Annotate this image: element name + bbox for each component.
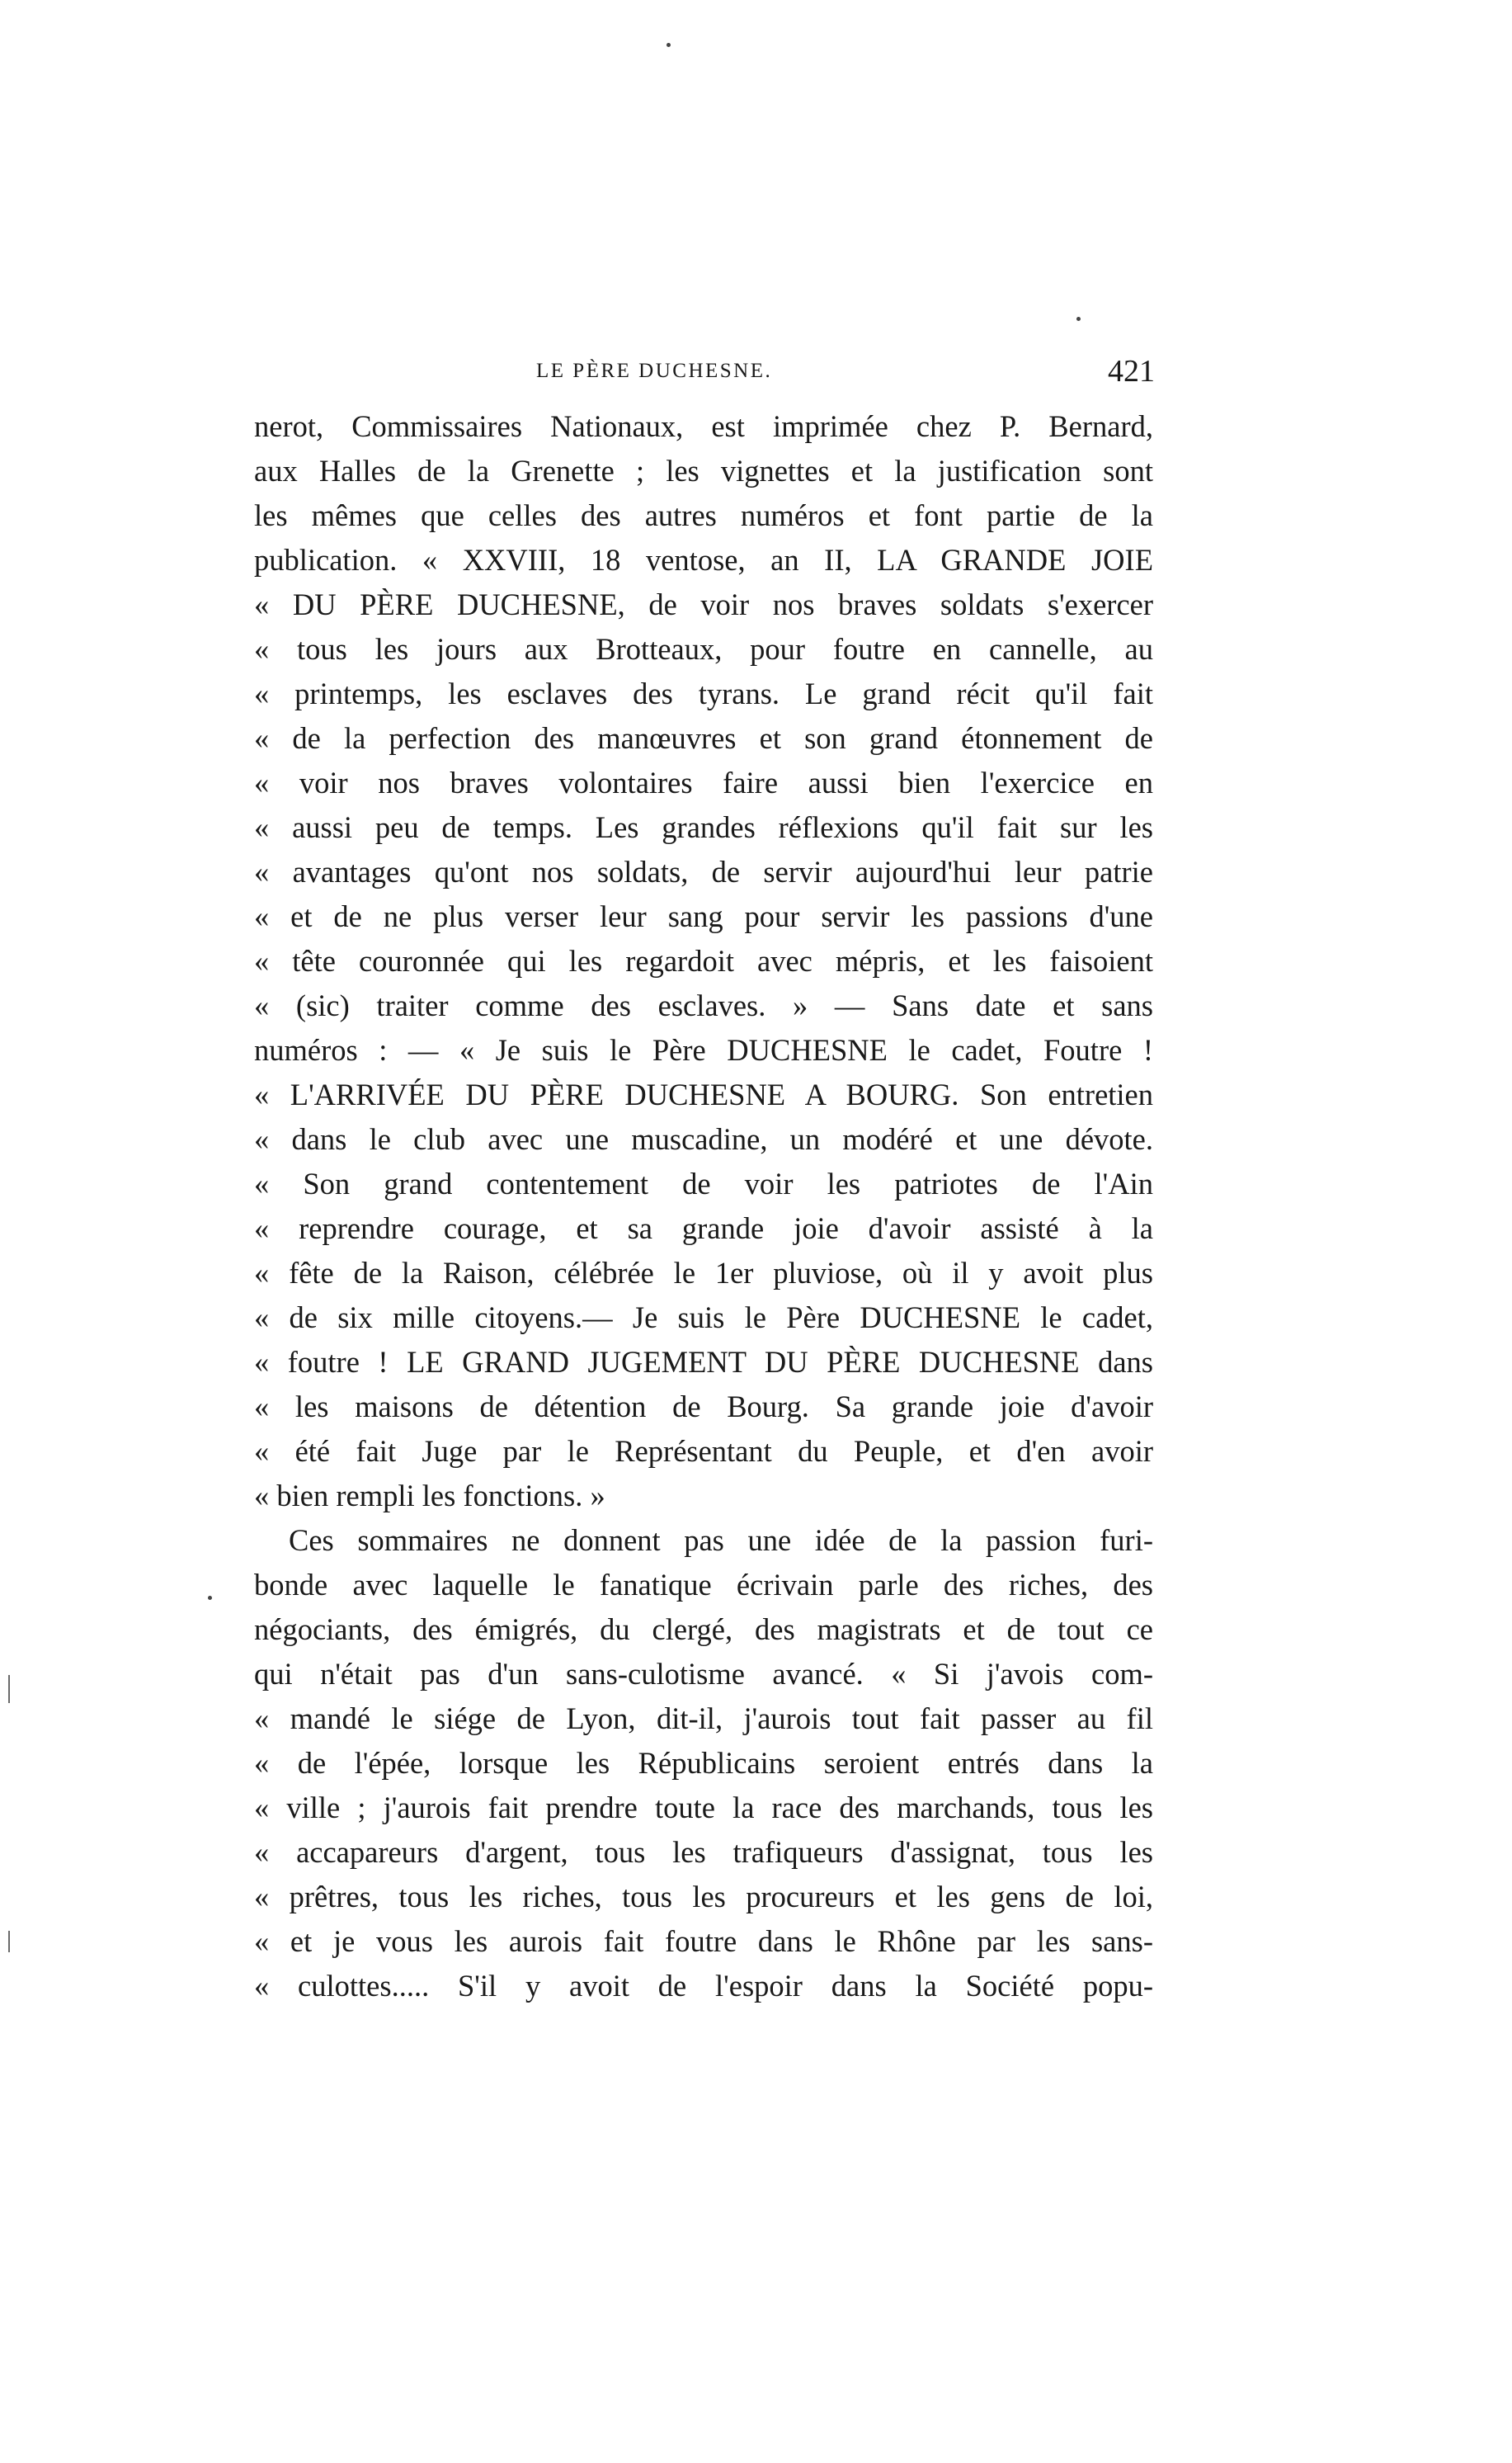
text-line: « tête couronnée qui les regardoit avec mépris, et les faisoient: [254, 944, 1153, 978]
text-line: « accapareurs d'argent, tous les trafiqueurs d'assignat, tous les: [254, 1835, 1153, 1869]
running-title: LE PÈRE DUCHESNE.: [536, 360, 773, 382]
text-line: « DU PÈRE DUCHESNE, de voir nos braves soldats s'exercer: [254, 587, 1153, 621]
margin-scan-mark: [8, 1675, 10, 1703]
text-line: « avantages qu'ont nos soldats, de servir aujourd'hui leur patrie: [254, 855, 1153, 889]
ink-speck: [208, 1596, 212, 1600]
text-line: « dans le club avec une muscadine, un modéré et une dévote.: [254, 1122, 1153, 1156]
text-line: « de six mille citoyens.— Je suis le Père DUCHESNE le cadet,: [254, 1300, 1153, 1334]
text-line: « (sic) traiter comme des esclaves. » — Sans date et sans: [254, 989, 1153, 1022]
text-line: « printemps, les esclaves des tyrans. Le grand récit qu'il fait: [254, 677, 1153, 710]
text-line: « voir nos braves volontaires faire aussi bien l'exercice en: [254, 766, 1153, 800]
text-line: bonde avec laquelle le fanatique écrivain parle des riches, des: [254, 1568, 1153, 1602]
text-line: « aussi peu de temps. Les grandes réflexions qu'il fait sur les: [254, 810, 1153, 844]
text-line: « tous les jours aux Brotteaux, pour foutre en cannelle, au: [254, 632, 1153, 666]
text-line: « mandé le siége de Lyon, dit-il, j'aurois tout fait passer au fil: [254, 1701, 1153, 1735]
text-line: qui n'était pas d'un sans-culotisme avancé. « Si j'avois com-: [254, 1657, 1153, 1691]
ink-speck: [667, 43, 671, 47]
text-line: « fête de la Raison, célébrée le 1er pluviose, où il y avoit plus: [254, 1256, 1153, 1290]
text-line: « foutre ! LE GRAND JUGEMENT DU PÈRE DUCHESNE dans: [254, 1345, 1153, 1379]
text-line: négociants, des émigrés, du clergé, des magistrats et de tout ce: [254, 1612, 1153, 1646]
text-line: « reprendre courage, et sa grande joie d'avoir assisté à la: [254, 1211, 1153, 1245]
text-line: « été fait Juge par le Représentant du Peuple, et d'en avoir: [254, 1434, 1153, 1468]
text-line: publication. « XXVIII, 18 ventose, an II, LA GRANDE JOIE: [254, 543, 1153, 577]
text-line: « Son grand contentement de voir les patriotes de l'Ain: [254, 1167, 1153, 1201]
text-line: Ces sommaires ne donnent pas une idée de la passion furi-: [289, 1523, 1153, 1557]
margin-scan-mark: [8, 1931, 10, 1952]
page-number: 421: [1108, 354, 1155, 389]
text-line: « culottes..... S'il y avoit de l'espoir dans la Société popu-: [254, 1969, 1153, 2003]
text-line: « de l'épée, lorsque les Républicains seroient entrés dans la: [254, 1746, 1153, 1780]
text-line: « et de ne plus verser leur sang pour servir les passions d'une: [254, 899, 1153, 933]
text-line: « et je vous les aurois fait foutre dans le Rhône par les sans-: [254, 1924, 1153, 1958]
text-line: « de la perfection des manœuvres et son grand étonnement de: [254, 721, 1153, 755]
body-text: [254, 404, 1153, 2008]
text-line: « ville ; j'aurois fait prendre toute la race des marchands, tous les: [254, 1791, 1153, 1824]
ink-speck: [1076, 317, 1081, 321]
text-line: « L'ARRIVÉE DU PÈRE DUCHESNE A BOURG. Son entretien: [254, 1078, 1153, 1111]
text-line: numéros : — « Je suis le Père DUCHESNE le cadet, Foutre !: [254, 1033, 1153, 1067]
text-line: les mêmes que celles des autres numéros et font partie de la: [254, 498, 1153, 532]
running-head: [256, 356, 1155, 398]
text-line: aux Halles de la Grenette ; les vignettes et la justification sont: [254, 454, 1153, 488]
text-line: « les maisons de détention de Bourg. Sa grande joie d'avoir: [254, 1390, 1153, 1423]
text-line: « bien rempli les fonctions. »: [254, 1479, 605, 1512]
text-line: « prêtres, tous les riches, tous les procureurs et les gens de loi,: [254, 1880, 1153, 1913]
text-line: nerot, Commissaires Nationaux, est imprimée chez P. Bernard,: [254, 409, 1153, 443]
